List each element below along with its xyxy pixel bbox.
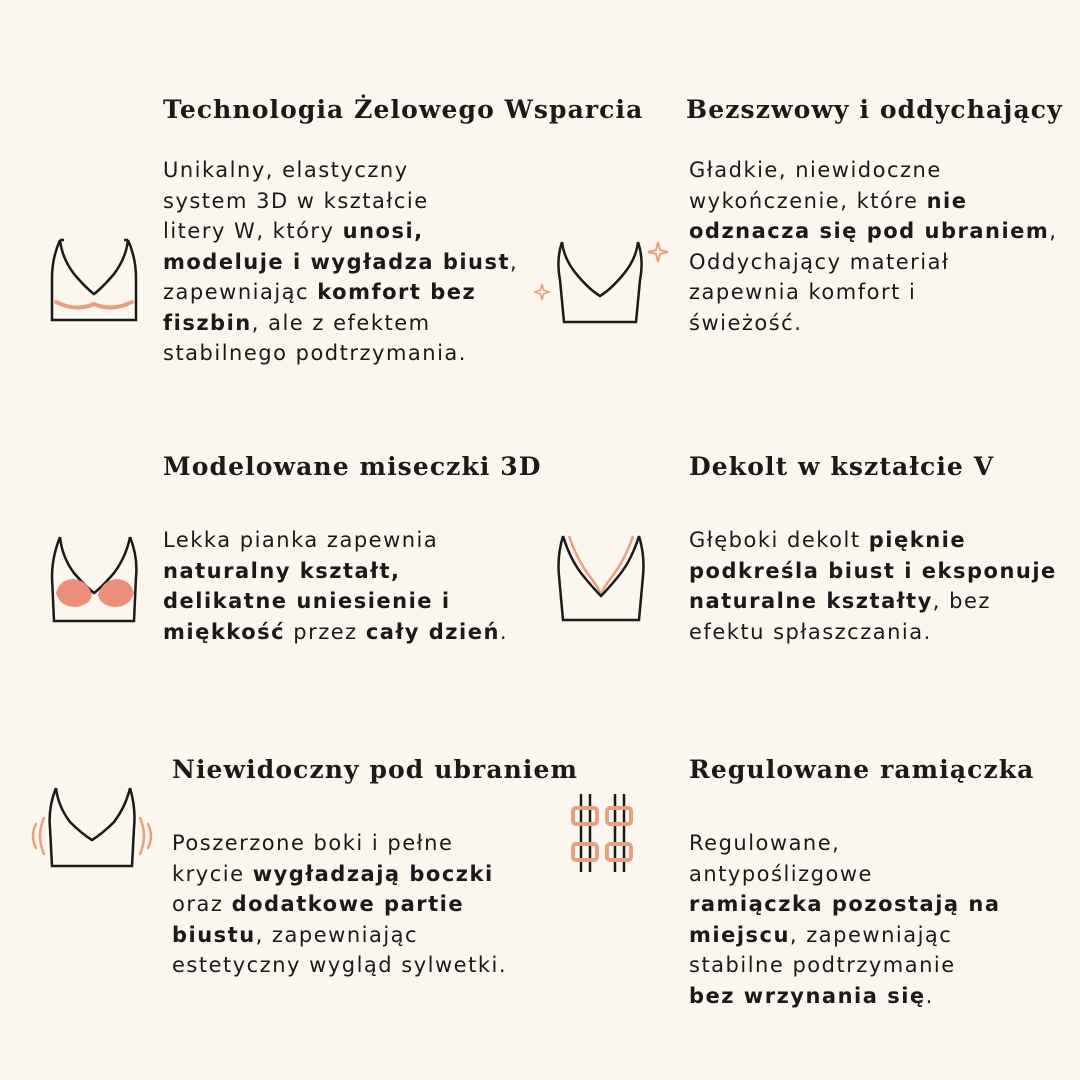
feature-title: Technologia Żelowego Wsparcia: [163, 95, 644, 124]
emphasis-text: odznacza się pod ubraniem: [689, 219, 1050, 243]
emphasis-text: delikatne uniesienie i: [163, 589, 451, 613]
body-text: Unikalny, elastyczny: [163, 158, 409, 182]
body-text: , zapewniając: [789, 922, 953, 947]
body-text: świeżość.: [689, 310, 803, 335]
emphasis-text: modeluje i wygładza biust: [163, 249, 511, 274]
feature-description: [163, 155, 533, 369]
body-text: przez: [285, 619, 366, 644]
emphasis-text: miejscu: [689, 922, 790, 947]
body-text: estetyczny wygląd sylwetki.: [172, 953, 508, 977]
emphasis-text: bez wrzynania się: [689, 983, 926, 1008]
emphasis-text: pięknie: [868, 528, 967, 552]
emphasis-text: fiszbin: [163, 310, 252, 335]
feature-title: Regulowane ramiączka: [689, 755, 1035, 784]
feature-description: [163, 525, 533, 647]
bra-gel-support-icon: [50, 238, 140, 324]
body-text: Głęboki dekolt: [689, 528, 869, 552]
feature-title: Niewidoczny pod ubraniem: [172, 755, 579, 784]
body-text: efektu spłaszczania.: [689, 619, 932, 644]
emphasis-text: nie: [926, 188, 968, 213]
emphasis-text: cały dzień: [365, 619, 500, 644]
body-text: .: [499, 619, 509, 644]
body-text: oraz: [172, 892, 232, 916]
body-text: wykończenie, które: [689, 188, 927, 213]
body-text: zapewniając: [163, 280, 318, 304]
body-text: krycie: [172, 861, 253, 886]
bra-v-neckline-icon: [555, 532, 645, 622]
adjustable-straps-icon: [570, 792, 638, 874]
feature-description: [172, 828, 552, 981]
emphasis-text: ramiączka pozostają na: [689, 892, 1001, 916]
emphasis-text: komfort bez: [317, 280, 477, 304]
body-text: ,: [1049, 219, 1058, 243]
feature-description: [689, 828, 1069, 1011]
body-text: stabilne podtrzymanie: [689, 953, 956, 977]
body-text: , bez: [932, 589, 991, 613]
body-text: zapewnia komfort i: [689, 280, 917, 304]
feature-description: [689, 155, 1069, 338]
feature-title: Bezszwowy i oddychający: [686, 95, 1063, 124]
body-text: ,: [510, 249, 519, 274]
body-text: antypoślizgowe: [689, 861, 873, 886]
bra-sparkle-icon: [532, 240, 672, 326]
emphasis-text: wygładzają boczki: [252, 861, 494, 886]
feature-title: Modelowane miseczki 3D: [163, 452, 542, 481]
body-text: Poszerzone boki i pełne: [172, 831, 454, 855]
body-text: Lekka pianka zapewnia: [163, 528, 439, 552]
body-text: , zapewniając: [255, 922, 419, 947]
feature-title: Dekolt w kształcie V: [689, 452, 995, 481]
emphasis-text: miękkość: [163, 619, 286, 644]
body-text: , ale z efektem: [251, 310, 431, 335]
body-text: stabilnego podtrzymania.: [163, 341, 467, 365]
emphasis-text: unosi,: [342, 219, 424, 243]
body-text: litery W, który: [163, 219, 343, 243]
emphasis-text: podkreśla biust i eksponuje: [689, 558, 1057, 583]
emphasis-text: naturalne kształty: [689, 589, 933, 613]
emphasis-text: naturalny kształt,: [163, 558, 401, 583]
body-text: Regulowane,: [689, 831, 841, 855]
feature-description: [689, 525, 1069, 647]
body-text: Gładkie, niewidoczne: [689, 158, 942, 182]
bra-invisible-icon: [26, 786, 166, 870]
body-text: .: [925, 983, 934, 1008]
bra-3d-cups-icon: [50, 535, 140, 625]
emphasis-text: dodatkowe partie: [231, 892, 465, 916]
emphasis-text: biustu: [172, 922, 256, 947]
body-text: system 3D w kształcie: [163, 188, 429, 213]
body-text: Oddychający materiał: [689, 249, 950, 274]
